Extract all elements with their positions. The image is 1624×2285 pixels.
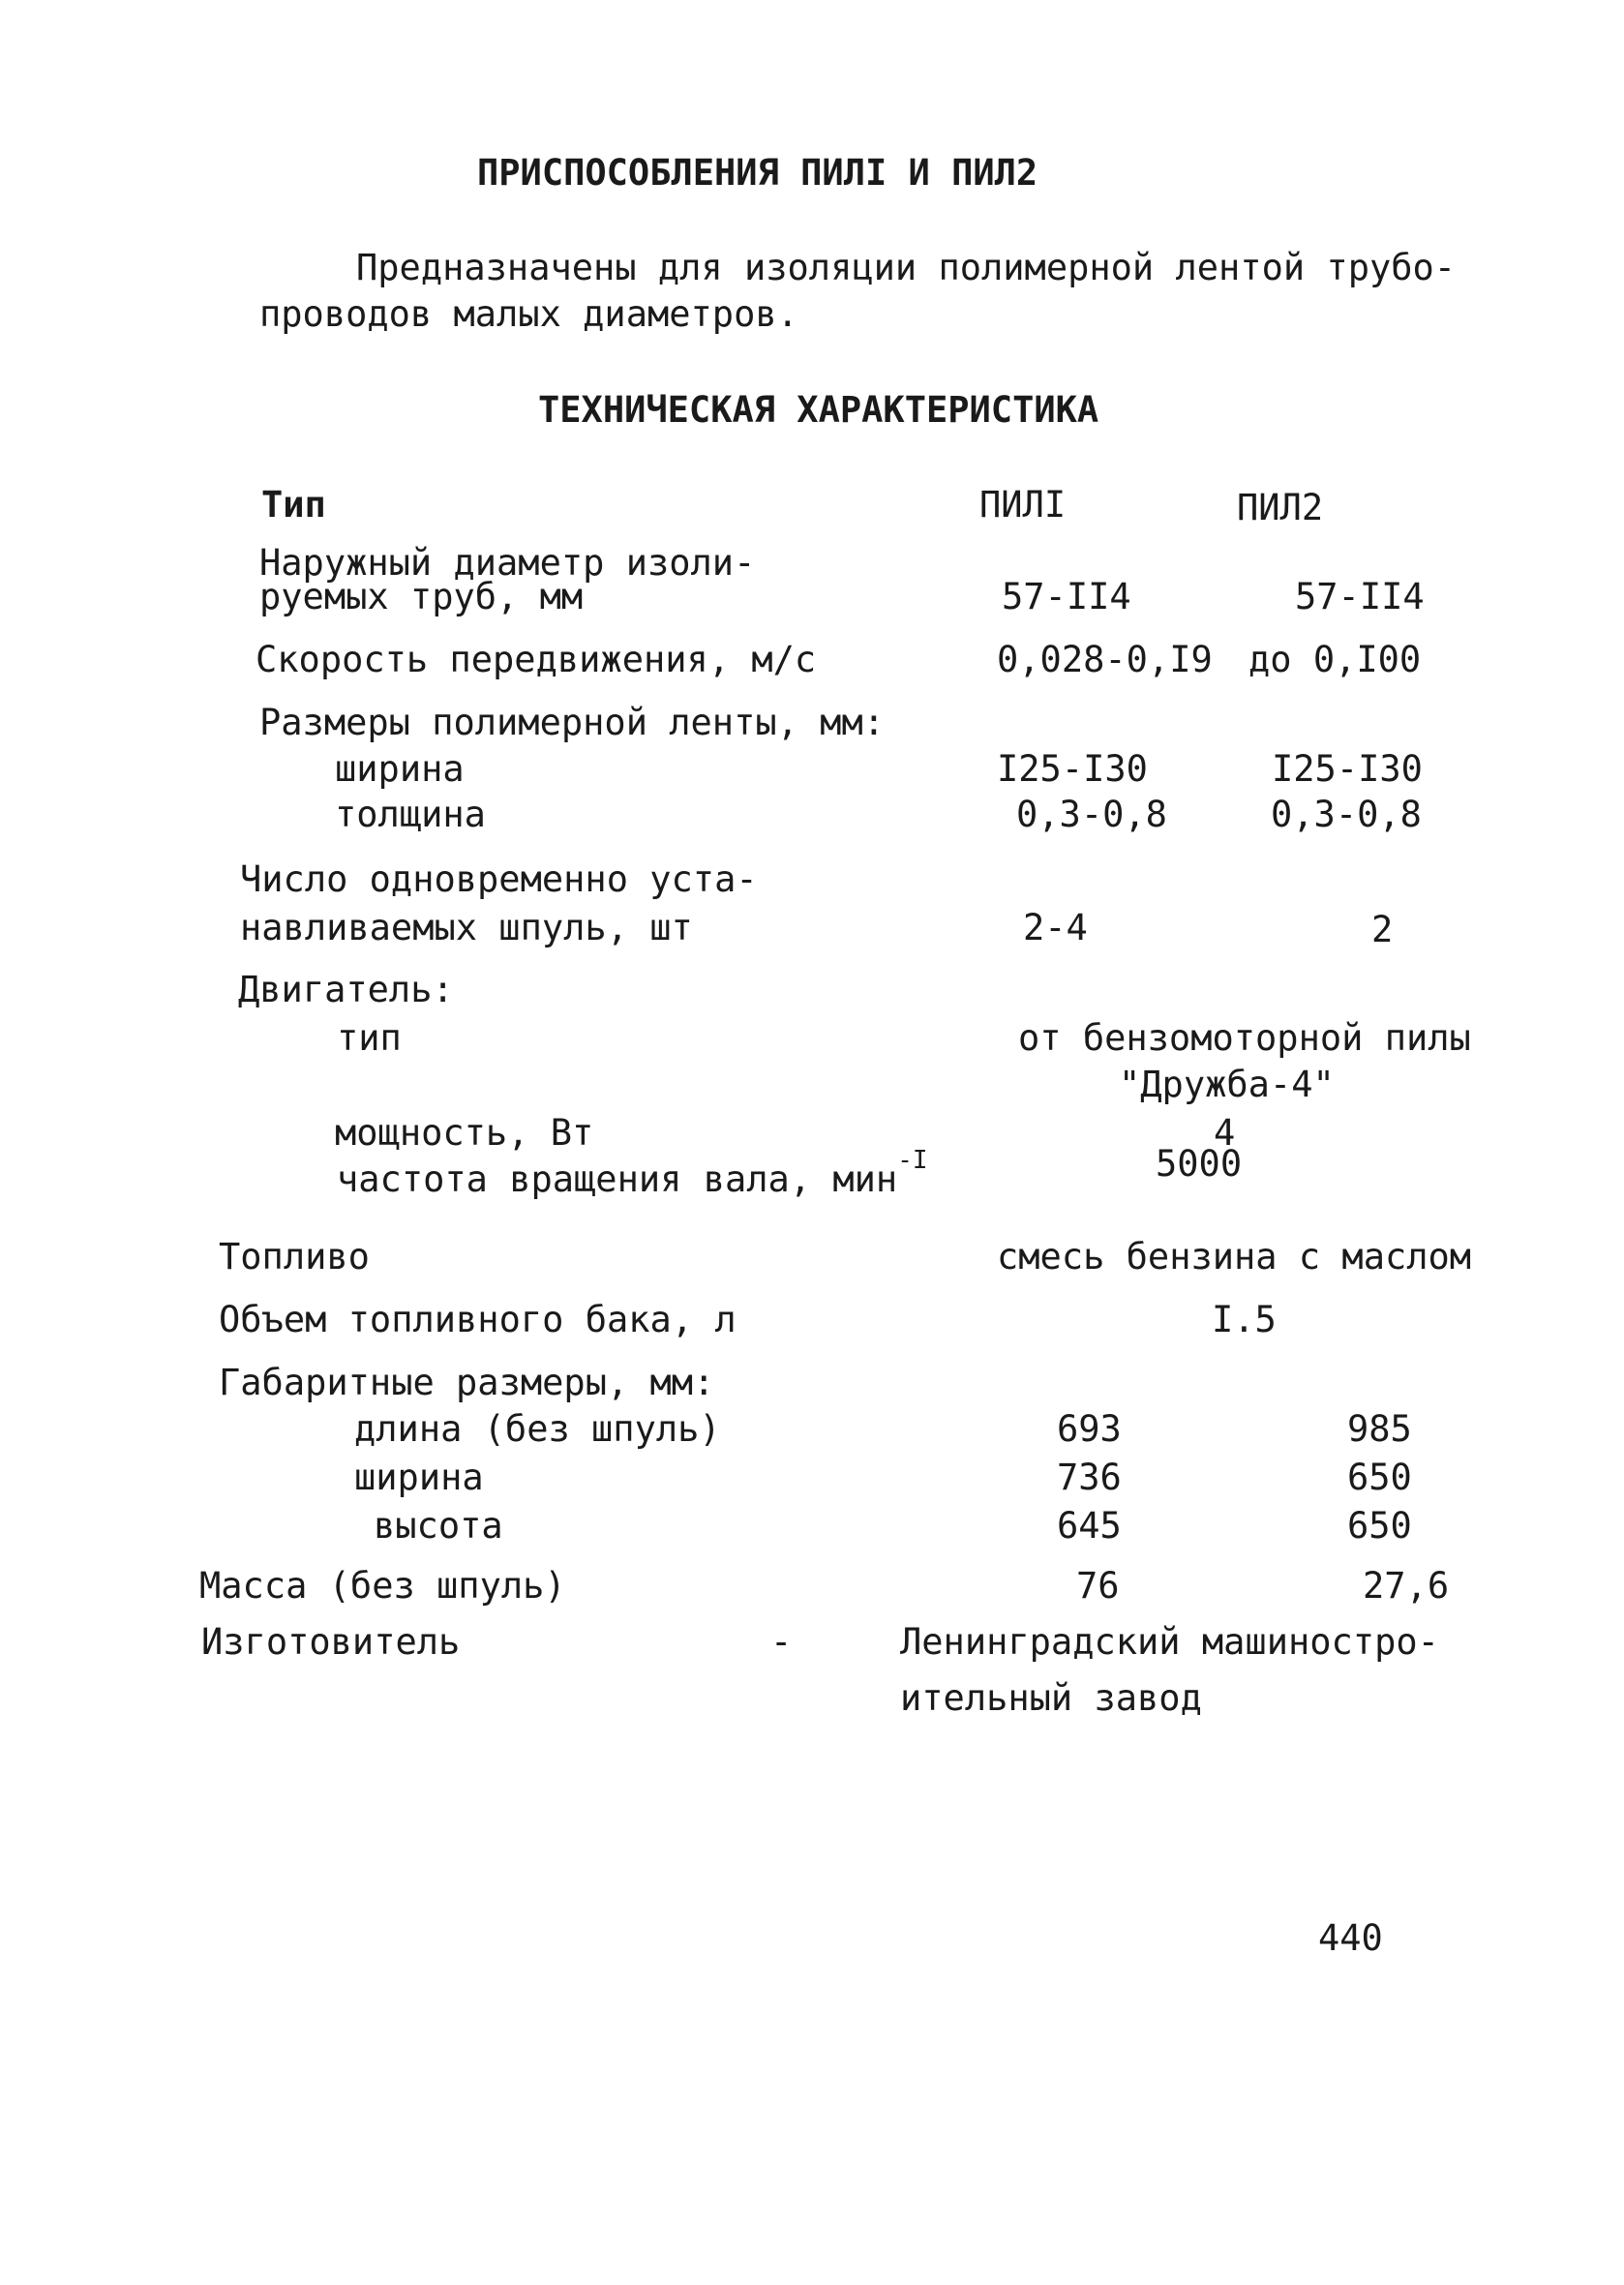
tape-width-value-pil2: I25-I30 [1272, 748, 1423, 790]
height-value-pil1: 645 [1057, 1505, 1122, 1547]
document-title: ПРИСПОСОБЛЕНИЯ ПИЛI И ПИЛ2 [477, 152, 1038, 194]
page-number: 440 [1318, 1917, 1383, 1959]
engine-type-label: тип [337, 1017, 402, 1059]
spools-label-line-1: Число одновременно уста- [240, 858, 758, 900]
manufacturer-label: Изготовитель [201, 1621, 461, 1663]
engine-type-value-line-1: от бензомоторной пилы [1018, 1017, 1471, 1059]
engine-rpm-label-text: частота вращения вала, мин [337, 1158, 898, 1200]
mass-label: Масса (без шпуль) [199, 1565, 566, 1607]
intro-text-line-1: Предназначены для изоляции полимерной лентой трубо- [356, 247, 1457, 288]
tape-dimensions-label: Размеры полимерной ленты, мм: [259, 702, 886, 743]
column-header-pil2: ПИЛ2 [1237, 487, 1324, 528]
mass-value-pil1: 76 [1076, 1565, 1120, 1607]
engine-type-value-line-2: "Дружба-4" [1119, 1064, 1335, 1105]
intro-text-line-2: проводов малых диаметров. [259, 293, 798, 335]
speed-value-pil2: до 0,I00 [1248, 639, 1422, 680]
tape-thickness-label: толщина [335, 794, 486, 835]
overall-dimensions-label: Габаритные размеры, мм: [219, 1362, 715, 1403]
fuel-label: Топливо [219, 1236, 370, 1278]
speed-value-pil1: 0,028-0,I9 [997, 639, 1213, 680]
manufacturer-dash: - [770, 1621, 793, 1663]
engine-label: Двигатель: [238, 969, 454, 1010]
engine-rpm-value: 5000 [1156, 1143, 1243, 1185]
length-value-pil1: 693 [1057, 1408, 1122, 1450]
mass-value-pil2: 27,6 [1363, 1565, 1450, 1607]
outer-diameter-label-line-1: Наружный диаметр изоли- [259, 542, 756, 584]
fuel-value: смесь бензина с маслом [997, 1236, 1472, 1278]
engine-power-value: 4 [1214, 1112, 1236, 1154]
height-value-pil2: 650 [1347, 1505, 1412, 1547]
engine-rpm-unit-exponent: -I [897, 1146, 928, 1175]
outer-diameter-value-pil1: 57-II4 [1002, 576, 1131, 617]
engine-rpm-label [337, 1146, 928, 1200]
engine-power-label: мощность, Вт [335, 1112, 594, 1154]
tape-thickness-value-pil1: 0,3-0,8 [1016, 794, 1167, 835]
type-label: Тип [261, 484, 326, 526]
fuel-tank-value: I.5 [1212, 1299, 1277, 1340]
column-header-pil1: ПИЛI [979, 484, 1067, 526]
section-title: ТЕХНИЧЕСКАЯ ХАРАКТЕРИСТИКА [538, 389, 1099, 431]
manufacturer-value-line-2: ительный завод [900, 1677, 1202, 1719]
spools-label-line-2: навливаемых шпуль, шт [240, 907, 693, 948]
spools-value-pil1: 2-4 [1023, 907, 1088, 948]
manufacturer-value-line-1: Ленинградский машиностро- [900, 1621, 1439, 1663]
spools-value-pil2: 2 [1371, 909, 1394, 950]
length-label: длина (без шпуль) [354, 1408, 721, 1450]
length-value-pil2: 985 [1347, 1408, 1412, 1450]
speed-label: Скорость передвижения, м/с [256, 639, 817, 680]
tape-width-value-pil1: I25-I30 [997, 748, 1148, 790]
width-value-pil1: 736 [1057, 1457, 1122, 1498]
fuel-tank-label: Объем топливного бака, л [219, 1299, 737, 1340]
height-label: высота [374, 1505, 503, 1547]
tape-width-label: ширина [335, 748, 465, 790]
outer-diameter-label-line-2: руемых труб, мм [259, 576, 584, 617]
width-value-pil2: 650 [1347, 1457, 1412, 1498]
tape-thickness-value-pil2: 0,3-0,8 [1271, 794, 1422, 835]
width-label: ширина [354, 1457, 484, 1498]
outer-diameter-value-pil2: 57-II4 [1295, 576, 1425, 617]
